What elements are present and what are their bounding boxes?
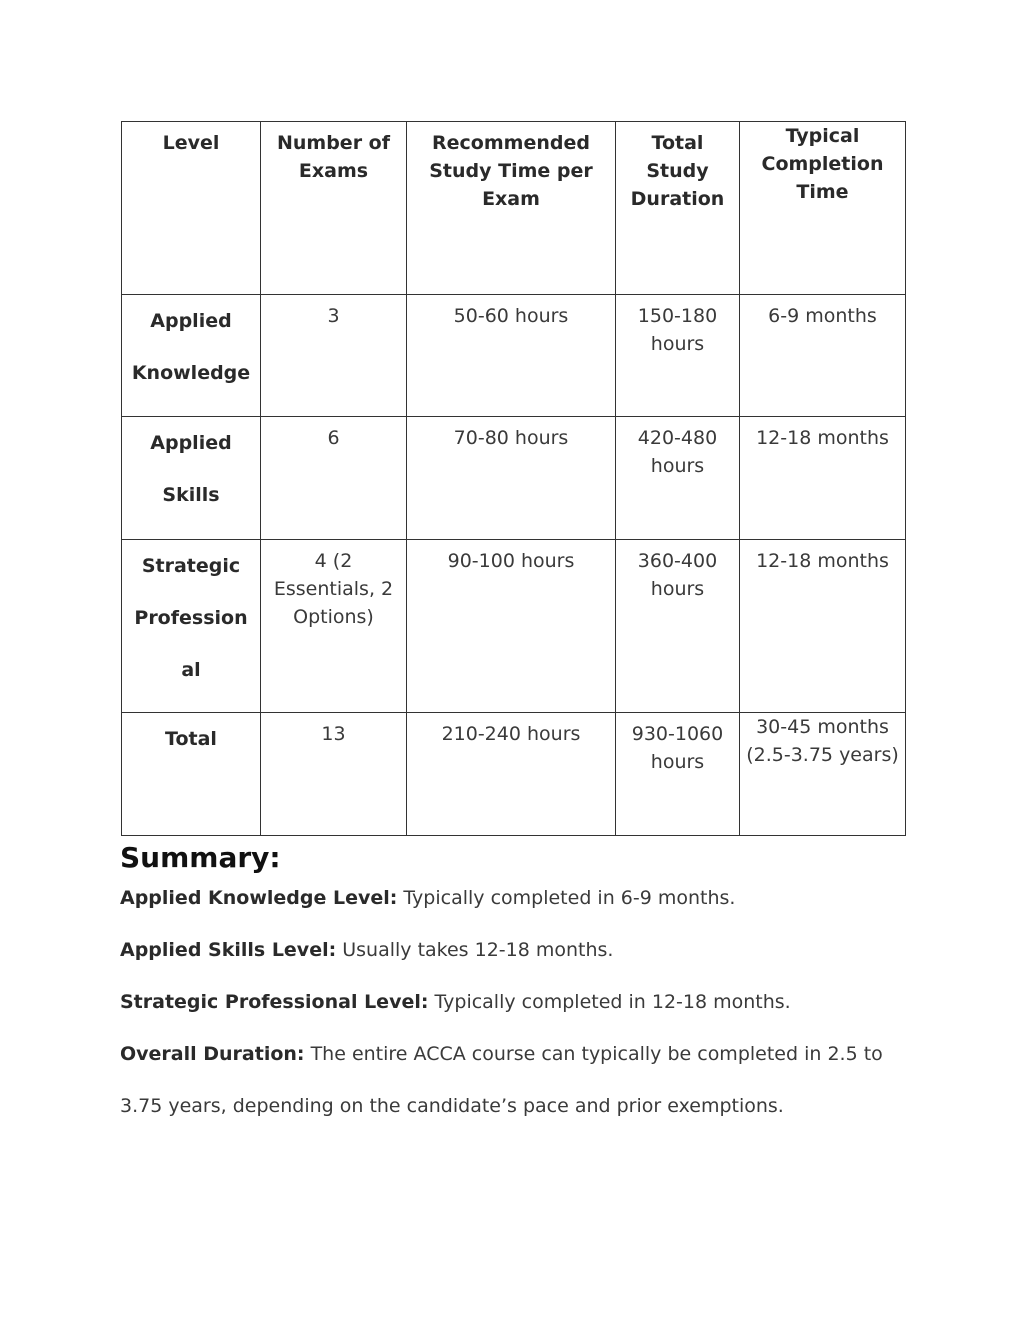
cell-exams: 3: [261, 295, 407, 417]
summary-text: Typically completed in 12-18 months.: [428, 991, 791, 1013]
summary-item-applied-skills: [120, 924, 920, 976]
table-row: [122, 417, 906, 540]
cell-exams: 13: [261, 713, 407, 836]
header-completion-time: Typical Completion Time: [740, 122, 906, 295]
header-study-time: Recommended Study Time per Exam: [407, 122, 616, 295]
cell-total-duration: 360-400 hours: [616, 540, 740, 713]
cell-level: Applied Knowledge: [122, 295, 261, 417]
cell-study-time: 50-60 hours: [407, 295, 616, 417]
table-row: [122, 295, 906, 417]
study-duration-table: [121, 121, 906, 836]
header-number-of-exams: Number of Exams: [261, 122, 407, 295]
cell-total-duration: 150-180 hours: [616, 295, 740, 417]
cell-total-duration: 420-480 hours: [616, 417, 740, 540]
cell-exams: 6: [261, 417, 407, 540]
table-header-row: [122, 122, 906, 295]
summary-text: Usually takes 12-18 months.: [336, 939, 614, 961]
header-level: Level: [122, 122, 261, 295]
summary-item-strategic-professional: [120, 976, 920, 1028]
summary-heading: Summary:: [120, 841, 281, 874]
summary-text: Typically completed in 6-9 months.: [397, 887, 736, 909]
cell-study-time: 70-80 hours: [407, 417, 616, 540]
summary-label: Applied Knowledge Level:: [120, 887, 398, 909]
cell-level: Applied Skills: [122, 417, 261, 540]
cell-study-time: 210-240 hours: [407, 713, 616, 836]
header-total-duration: Total Study Duration: [616, 122, 740, 295]
cell-completion: 6-9 months: [740, 295, 906, 417]
table-row-total: [122, 713, 906, 836]
table-row: [122, 540, 906, 713]
cell-completion: 30-45 months (2.5-3.75 years): [740, 713, 906, 836]
summary-item-overall-duration: [120, 1028, 910, 1132]
cell-completion: 12-18 months: [740, 540, 906, 713]
summary-label: Overall Duration:: [120, 1043, 305, 1065]
cell-total-duration: 930-1060 hours: [616, 713, 740, 836]
cell-level: Total: [122, 713, 261, 836]
cell-study-time: 90-100 hours: [407, 540, 616, 713]
summary-text: The entire ACCA course can typically be completed in 2.5 to 3.75 years, depending on the candidate’s pace and prior exemptions.: [120, 1043, 883, 1117]
cell-level: Strategic Professional: [122, 540, 261, 713]
summary-label: Applied Skills Level:: [120, 939, 337, 961]
cell-completion: 12-18 months: [740, 417, 906, 540]
cell-exams: 4 (2 Essentials, 2 Options): [261, 540, 407, 713]
summary-item-applied-knowledge: [120, 872, 920, 924]
summary-label: Strategic Professional Level:: [120, 991, 429, 1013]
